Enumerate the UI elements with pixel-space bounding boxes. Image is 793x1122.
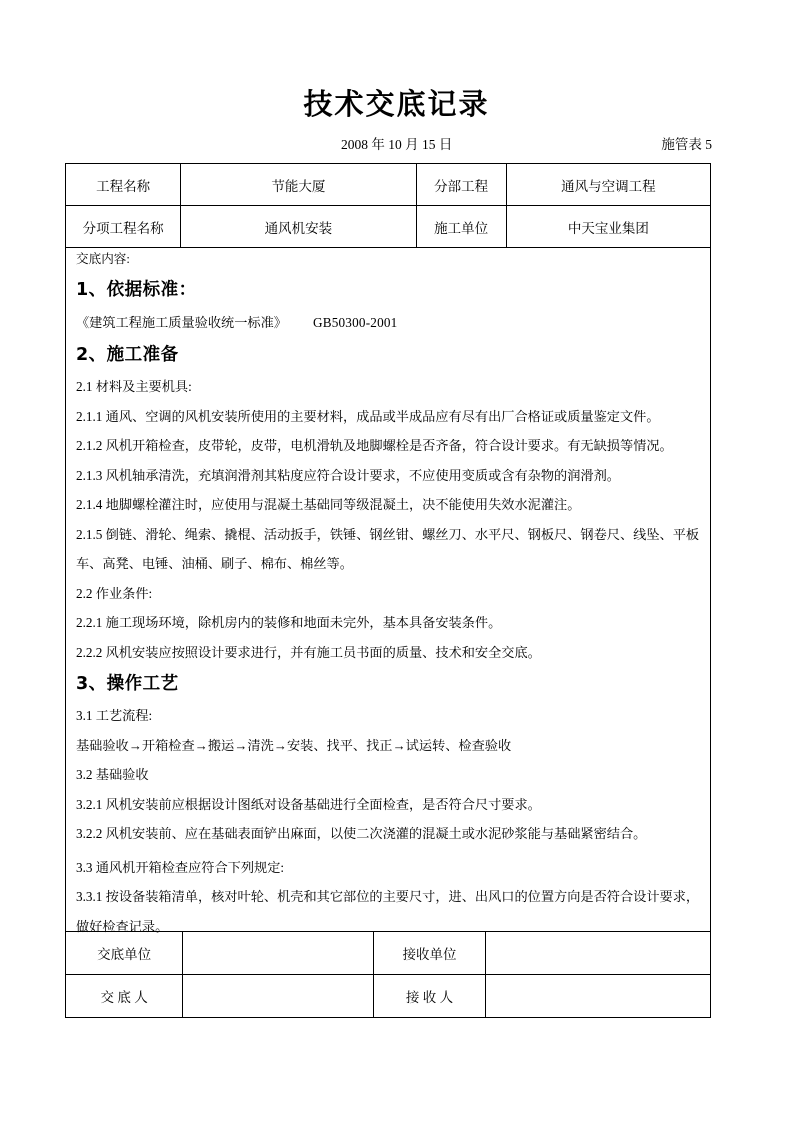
- section-2-heading: 2、施工准备: [76, 345, 179, 365]
- list-item: 3.1 工艺流程:: [76, 708, 153, 723]
- header-table-wrapper: [65, 163, 711, 248]
- page-title: 技术交底记录: [303, 87, 490, 121]
- list-item: 2.1 材料及主要机具:: [76, 379, 192, 394]
- project-name-value: 节能大厦: [181, 164, 416, 206]
- list-item: 2.2 作业条件:: [76, 585, 153, 601]
- construction-unit-label: 施工单位: [416, 206, 506, 248]
- table-row: [66, 975, 711, 1018]
- form-number: 施管表 5: [661, 137, 712, 152]
- sub-project-name-value: 通风机安装: [181, 206, 416, 248]
- standard-code: GB50300-2001: [313, 315, 398, 330]
- title-subline: [65, 133, 712, 153]
- list-item: 2.1.1 通风、空调的风机安装所使用的主要材料，成品或半成品应有尽有出厂合格证或质量鉴定文件。: [76, 408, 660, 424]
- list-item: 2.1.3 风机轴承清洗，充填润滑剂其粘度应符合设计要求，不应使用变质或含有杂物的润滑剂。: [76, 467, 620, 483]
- disclosing-unit-field[interactable]: [183, 932, 374, 975]
- construction-unit-value: 中天宝业集团: [506, 206, 710, 248]
- list-item: 3.2.2 风机安装前、应在基础表面铲出麻面，以使二次浇灌的混凝土或水泥砂浆能与基础紧密结合。: [76, 826, 647, 841]
- discloser-field[interactable]: [183, 975, 374, 1018]
- list-item: 3.2 基础验收: [76, 767, 149, 782]
- content-label: 交底内容:: [76, 252, 130, 266]
- division-work-label: 分部工程: [416, 164, 506, 206]
- list-item: 2.2.1 施工现场环境，除机房内的装修和地面未完外，基本具备安装条件。: [76, 615, 502, 630]
- table-row: [66, 206, 711, 248]
- discloser-label: 交 底 人: [66, 975, 183, 1018]
- document-frame: [65, 163, 711, 1018]
- list-item: 3.2.1 风机安装前应根据设计图纸对设备基础进行全面检查，是否符合尺寸要求。: [76, 796, 541, 812]
- footer-table-wrapper: [65, 931, 711, 1018]
- division-work-value: 通风与空调工程: [506, 164, 710, 206]
- project-name-label: 工程名称: [66, 164, 181, 206]
- sub-project-name-label: 分项工程名称: [66, 206, 181, 248]
- receiver-field[interactable]: [485, 975, 710, 1018]
- signature-table: [65, 931, 711, 1018]
- list-item: 2.1.5 倒链、滑轮、绳索、撬棍、活动扳手，铁锤、钢丝钳、螺丝刀、水平尺、钢板尺、钢卷尺、线坠、平板车、高凳、电锤、油桶、刷子、棉布、棉丝等。: [76, 526, 700, 571]
- list-item: 2.1.4 地脚螺栓灌注时，应使用与混凝土基础同等级混凝土，决不能使用失效水泥灌注。: [76, 497, 581, 512]
- receiving-unit-field[interactable]: [485, 932, 710, 975]
- receiver-label: 接 收 人: [374, 975, 485, 1018]
- table-row: [66, 932, 711, 975]
- process-flow-line: 基础验收→开箱检查→搬运→清洗→安装、找平、找正→试运转、检查验收: [76, 737, 512, 753]
- disclosure-content: [66, 246, 712, 941]
- section-1-heading: 1、依据标准：: [76, 280, 197, 300]
- disclosing-unit-label: 交底单位: [66, 932, 183, 975]
- document-date: 2008 年 10 月 15 日: [341, 137, 453, 152]
- list-item: 3.3.1 按设备装箱清单，核对叶轮、机壳和其它部位的主要尺寸，进、出风口的位置方向是否符合设计要求，做好检查记录。: [76, 889, 700, 934]
- section-3-heading: 3、操作工艺: [76, 674, 179, 694]
- project-info-table: [65, 163, 711, 248]
- receiving-unit-label: 接收单位: [374, 932, 485, 975]
- table-row: [66, 164, 711, 206]
- standard-line: [76, 308, 704, 338]
- list-item: 2.2.2 风机安装应按照设计要求进行，并有施工员书面的质量、技术和安全交底。: [76, 644, 541, 660]
- standard-name: 《建筑工程施工质量验收统一标准》: [76, 315, 287, 330]
- list-item: 3.3 通风机开箱检查应符合下列规定:: [76, 859, 285, 875]
- list-item: 2.1.2 风机开箱检查，皮带轮，皮带，电机滑轨及地脚螺栓是否齐备，符合设计要求。有无缺损等情况。: [76, 438, 673, 453]
